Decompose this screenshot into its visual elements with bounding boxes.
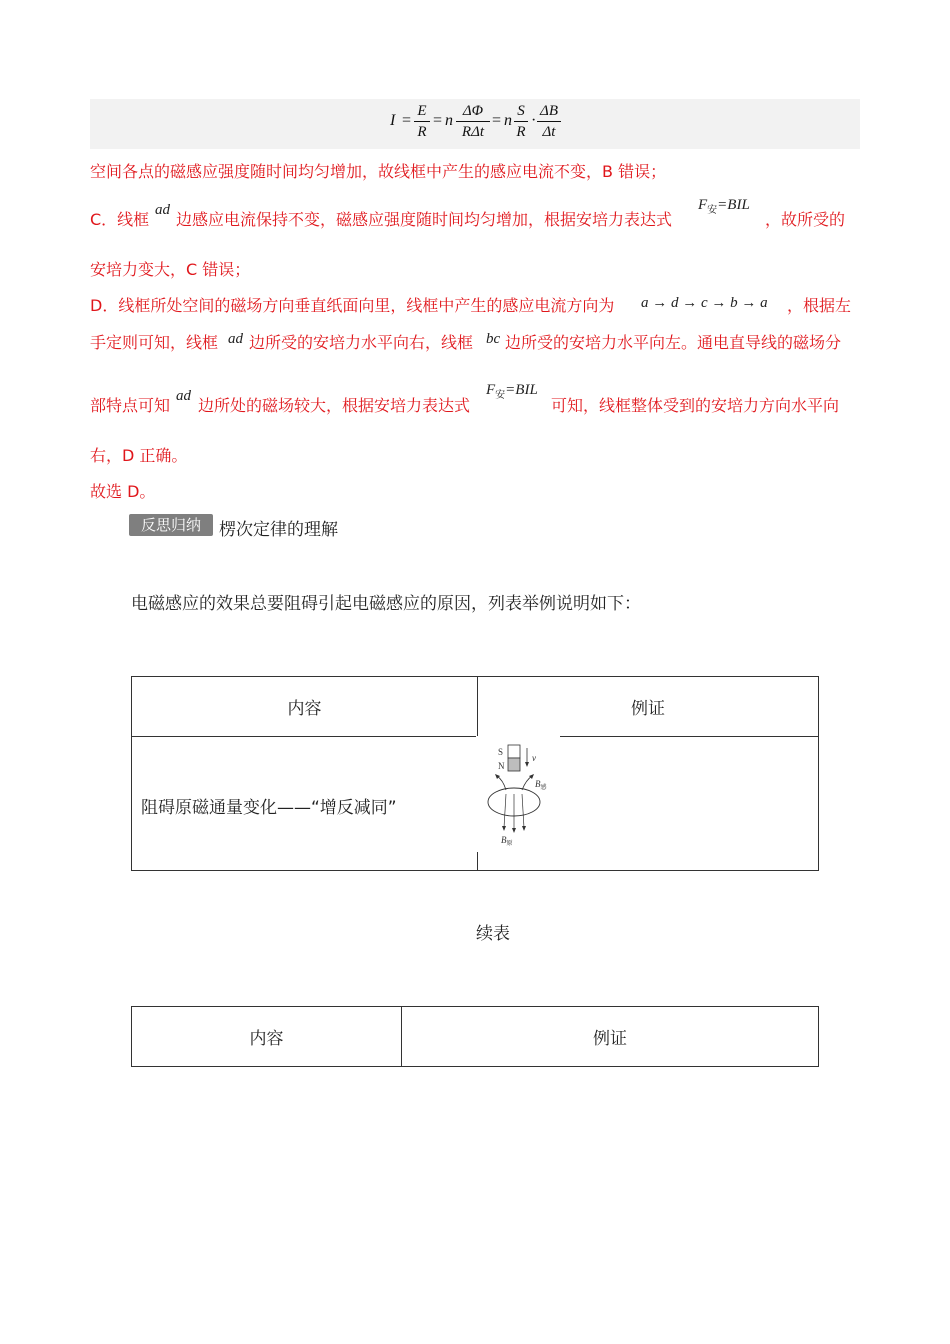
magnet-label-N: N bbox=[498, 761, 505, 771]
answer-d2-bc: bc bbox=[486, 331, 501, 347]
continued-label: 续表 bbox=[476, 924, 510, 944]
answer-c-line2: 安培力变大，C 错误； bbox=[90, 260, 251, 279]
header-example: 例证 bbox=[478, 677, 819, 737]
magnet-south-block bbox=[508, 745, 520, 758]
formula-eq-3: = bbox=[492, 112, 502, 129]
fraction-denominator: RΔt bbox=[456, 121, 490, 140]
table-header-row bbox=[132, 677, 819, 737]
answer-d4: 右，D 正确。 bbox=[90, 446, 188, 465]
original-arrow-1 bbox=[502, 826, 506, 831]
row-content-cell: 阻碍原磁通量变化——“增反减同” bbox=[132, 737, 478, 871]
answer-d2-ad: ad bbox=[228, 331, 243, 347]
fraction-denominator: R bbox=[414, 121, 430, 140]
answer-c-ad: ad bbox=[155, 202, 170, 218]
table-header-row bbox=[132, 1007, 819, 1067]
answer-line-b: 空间各点的磁感应强度随时间均匀增加，故线框中产生的感应电流不变，B 错误； bbox=[90, 162, 667, 181]
answer-conclusion: 故选 D。 bbox=[90, 482, 156, 501]
header-content: 内容 bbox=[132, 1007, 402, 1067]
fraction-dB-over-dt bbox=[537, 103, 561, 140]
original-field-line-1 bbox=[504, 794, 506, 828]
formula-I: I bbox=[390, 112, 396, 129]
velocity-label: v bbox=[532, 753, 536, 763]
fraction-denominator: R bbox=[514, 121, 528, 140]
lenz-law-table bbox=[131, 676, 819, 871]
formula-box bbox=[90, 99, 860, 149]
fraction-E-over-R bbox=[414, 103, 430, 140]
original-field-label: $B_原$ bbox=[501, 835, 513, 847]
answer-d-path: a → d → c → b → a bbox=[641, 295, 768, 311]
header-example: 例证 bbox=[402, 1007, 819, 1067]
formula-dot: · bbox=[531, 112, 537, 129]
answer-d2-part1: 手定则可知，线框 bbox=[90, 333, 219, 352]
reflection-title: 楞次定律的理解 bbox=[219, 520, 338, 540]
answer-d2-part3: 边所受的安培力水平向左。通电直导线的磁场分 bbox=[505, 333, 842, 352]
lenz-law-table-continued bbox=[131, 1006, 819, 1067]
reflection-tag: 反思归纳 bbox=[129, 514, 213, 536]
induced-field-line-right bbox=[522, 776, 532, 790]
formula-n-2: n bbox=[504, 112, 512, 129]
answer-d3-ad: ad bbox=[176, 388, 191, 404]
answer-c-formula: $F_安=BIL$ bbox=[698, 197, 750, 216]
magnet-north-block bbox=[508, 758, 520, 771]
magnet-coil-svg bbox=[476, 736, 560, 852]
answer-d-part2: ，根据左 bbox=[787, 296, 852, 315]
original-field-line-3 bbox=[522, 794, 524, 828]
fraction-numerator: ΔΦ bbox=[462, 103, 484, 119]
fraction-dphi-over-rdt bbox=[456, 103, 490, 140]
fraction-numerator: ΔB bbox=[540, 103, 558, 119]
induced-field-line-left bbox=[497, 776, 506, 790]
formula-eq-2: = bbox=[433, 112, 443, 129]
answer-c-part3: ，故所受的 bbox=[765, 210, 846, 229]
fraction-S-over-R bbox=[514, 103, 528, 140]
answer-d3-formula: $F_安=BIL$ bbox=[486, 382, 538, 401]
fraction-numerator: S bbox=[517, 103, 525, 119]
induced-field-label: $B_感$ bbox=[535, 779, 547, 791]
answer-c-part2: 边感应电流保持不变，磁感应强度随时间均匀增加，根据安培力表达式 bbox=[176, 210, 673, 229]
answer-d3-part1: 部特点可知 bbox=[90, 396, 171, 415]
fraction-denominator: Δt bbox=[537, 121, 561, 140]
magnet-label-S: S bbox=[498, 747, 504, 757]
answer-c-part1: C．线框 bbox=[90, 210, 150, 229]
reflection-intro: 电磁感应的效果总要阻碍引起电磁感应的原因，列表举例说明如下： bbox=[131, 594, 641, 614]
answer-d-part1: D．线框所处空间的磁场方向垂直纸面向里，线框中产生的感应电流方向为 bbox=[90, 296, 615, 315]
answer-d3-part2: 边所处的磁场较大，根据安培力表达式 bbox=[198, 396, 471, 415]
formula-n-1: n bbox=[445, 112, 453, 129]
answer-d2-part2: 边所受的安培力水平向右，线框 bbox=[249, 333, 474, 352]
answer-d3-part3: 可知，线框整体受到的安培力方向水平向 bbox=[551, 396, 840, 415]
original-arrow-2 bbox=[512, 828, 516, 833]
original-arrow-3 bbox=[522, 826, 526, 831]
velocity-arrow-head bbox=[525, 762, 529, 767]
table-row bbox=[132, 737, 819, 871]
fraction-numerator: E bbox=[417, 103, 427, 119]
magnet-coil-diagram bbox=[476, 736, 560, 852]
header-content: 内容 bbox=[132, 677, 478, 737]
formula-eq-1: = bbox=[402, 112, 412, 129]
